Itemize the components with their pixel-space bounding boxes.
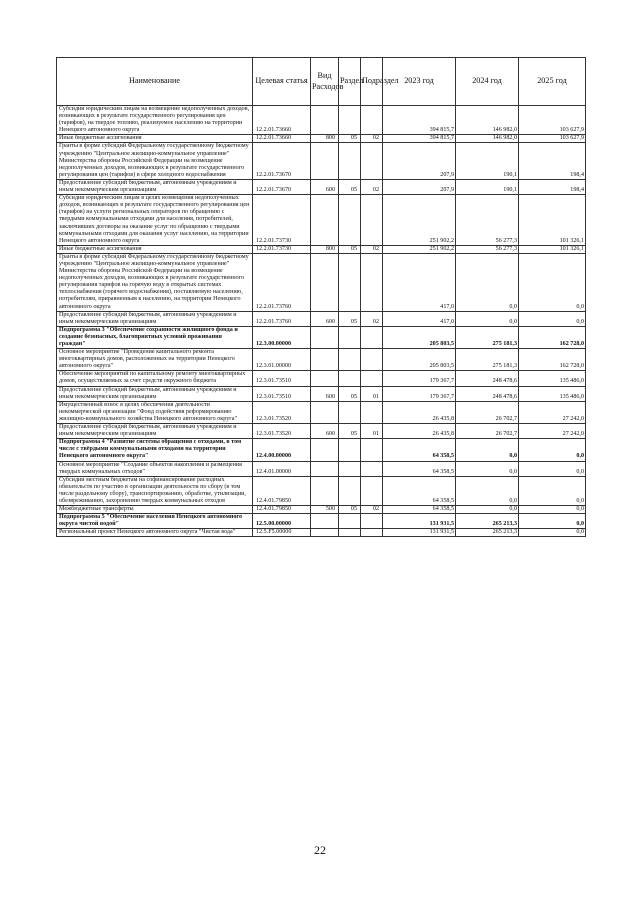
header-target: Целевая статья	[253, 58, 311, 106]
row-target-code: 12.4.01.79850	[253, 476, 311, 505]
table-row	[57, 349, 586, 371]
row-amount-2025: 162 728,0	[519, 326, 586, 348]
row-name: Предоставление субсидий бюджетным, автономным учреждениям и иным некоммерческим организациям	[57, 311, 253, 326]
row-subsection	[361, 529, 383, 537]
row-section: 05	[339, 245, 361, 253]
row-amount-2024: 248 478,6	[456, 371, 519, 386]
row-name: Гранты в форме субсидий Федеральному государственному бюджетному учреждению "Центральное жилищно-коммунальное управление" Министерства обороны Российской Федерации на возмещение недополученных доходов, возникающих в результате государственного регулирования тарифов на горячую воду в открытых системах теплоснабжения (горячего водоснабжения), поставляемую населению, потребителям, приравненным к населению, на территории Ненецкого автономного округа	[57, 253, 253, 311]
row-target-code: 12.3.01.73510	[253, 386, 311, 401]
row-expense-type	[311, 529, 339, 537]
row-name: Межбюджетные трансферты	[57, 506, 253, 514]
row-target-code: 12.3.01.00000	[253, 349, 311, 371]
page-number: 22	[314, 843, 326, 857]
row-amount-2025: 198,4	[519, 143, 586, 179]
row-name: Основное мероприятие "Проведение капитального ремонта многоквартирных домов, расположенных на территории Ненецкого автономного округа"	[57, 349, 253, 371]
row-section	[339, 439, 361, 461]
row-target-code: 12.5.F5.00000	[253, 529, 311, 537]
row-section: 05	[339, 506, 361, 514]
row-subsection: 02	[361, 179, 383, 194]
row-target-code: 12.2.01.73670	[253, 143, 311, 179]
row-name: Иные бюджетные ассигнования	[57, 245, 253, 253]
row-amount-2025: 101 326,1	[519, 195, 586, 246]
row-name: Обеспечение мероприятий по капитальному ремонту многоквартирных домов, осуществляемых за счет средств окружного бюджета	[57, 371, 253, 386]
row-amount-2023: 26 435,8	[383, 424, 456, 439]
row-section	[339, 371, 361, 386]
row-amount-2025: 0,0	[519, 311, 586, 326]
row-amount-2023: 26 435,8	[383, 401, 456, 423]
row-expense-type	[311, 461, 339, 476]
row-amount-2024: 248 478,6	[456, 386, 519, 401]
table-row	[57, 506, 586, 514]
row-section	[339, 476, 361, 505]
row-target-code: 12.3.01.73520	[253, 401, 311, 423]
row-subsection	[361, 476, 383, 505]
table-row	[57, 514, 586, 529]
row-amount-2023: 205 803,5	[383, 349, 456, 371]
row-expense-type: 600	[311, 179, 339, 194]
row-target-code: 12.2.01.73670	[253, 179, 311, 194]
row-expense-type: 600	[311, 424, 339, 439]
row-amount-2025: 135 486,0	[519, 371, 586, 386]
row-amount-2024: 0,0	[456, 506, 519, 514]
row-subsection	[361, 371, 383, 386]
row-amount-2025: 135 486,0	[519, 386, 586, 401]
row-target-code: 12.2.01.73760	[253, 311, 311, 326]
row-section: 05	[339, 424, 361, 439]
row-subsection	[361, 461, 383, 476]
row-expense-type	[311, 143, 339, 179]
row-subsection: 02	[361, 245, 383, 253]
row-amount-2023: 417,0	[383, 311, 456, 326]
row-amount-2025: 27 242,0	[519, 401, 586, 423]
table-row	[57, 326, 586, 348]
row-amount-2023: 64 358,5	[383, 461, 456, 476]
row-amount-2023: 251 902,2	[383, 245, 456, 253]
row-amount-2023: 179 367,7	[383, 386, 456, 401]
row-expense-type	[311, 106, 339, 135]
row-target-code: 12.2.01.73760	[253, 253, 311, 311]
row-section	[339, 349, 361, 371]
row-amount-2023: 64 358,5	[383, 476, 456, 505]
row-amount-2025: 27 242,0	[519, 424, 586, 439]
row-amount-2024: 275 181,3	[456, 349, 519, 371]
table-header-row	[57, 58, 586, 106]
table-row	[57, 371, 586, 386]
row-amount-2023: 251 902,2	[383, 195, 456, 246]
row-amount-2025: 0,0	[519, 461, 586, 476]
row-target-code: 12.2.01.73730	[253, 195, 311, 246]
row-amount-2023: 131 931,5	[383, 514, 456, 529]
row-target-code: 12.4.00.00000	[253, 439, 311, 461]
row-target-code: 12.2.01.73730	[253, 245, 311, 253]
row-target-code: 12.3.00.00000	[253, 326, 311, 348]
row-amount-2024: 0,0	[456, 476, 519, 505]
row-amount-2024: 190,1	[456, 143, 519, 179]
budget-table	[56, 57, 586, 537]
row-expense-type: 600	[311, 386, 339, 401]
row-expense-type: 800	[311, 245, 339, 253]
row-amount-2024: 0,0	[456, 439, 519, 461]
row-amount-2023: 207,9	[383, 179, 456, 194]
row-subsection	[361, 401, 383, 423]
table-row	[57, 195, 586, 246]
row-expense-type	[311, 349, 339, 371]
table-row	[57, 253, 586, 311]
row-section	[339, 326, 361, 348]
row-amount-2025: 0,0	[519, 253, 586, 311]
row-amount-2024: 0,0	[456, 253, 519, 311]
row-subsection: 02	[361, 311, 383, 326]
row-subsection	[361, 326, 383, 348]
table-row	[57, 461, 586, 476]
row-target-code: 12.3.01.73510	[253, 371, 311, 386]
row-section	[339, 401, 361, 423]
row-amount-2023: 205 803,5	[383, 326, 456, 348]
row-amount-2025: 198,4	[519, 179, 586, 194]
row-amount-2024: 0,0	[456, 311, 519, 326]
row-amount-2025: 0,0	[519, 529, 586, 537]
table-row	[57, 529, 586, 537]
header-type: Вид Расходов	[311, 58, 339, 106]
row-amount-2023: 179 367,7	[383, 371, 456, 386]
row-amount-2025: 103 627,9	[519, 135, 586, 143]
row-expense-type	[311, 371, 339, 386]
table-row	[57, 424, 586, 439]
row-target-code: 12.4.01.79850	[253, 506, 311, 514]
row-name: Гранты в форме субсидий Федеральному государственному бюджетному учреждению "Центральное жилищно-коммунальное управление" Министерства обороны Российской Федерации на возмещение недополученных доходов, возникающих в результате государственного регулирования цен (тарифов) в сфере холодного водоснабжения	[57, 143, 253, 179]
row-expense-type	[311, 195, 339, 246]
row-section: 05	[339, 135, 361, 143]
row-amount-2025: 162 728,0	[519, 349, 586, 371]
row-expense-type: 500	[311, 506, 339, 514]
row-expense-type	[311, 401, 339, 423]
table-row	[57, 143, 586, 179]
row-target-code: 12.2.01.73660	[253, 135, 311, 143]
row-amount-2024: 265 213,3	[456, 514, 519, 529]
row-target-code: 12.2.01.73660	[253, 106, 311, 135]
row-name: Имущественный взнос в целях обеспечения деятельности некоммерческой организации "Фонд содействия реформированию жилищно-коммунального хозяйства Ненецкого автономного округа"	[57, 401, 253, 423]
row-amount-2024: 275 181,3	[456, 326, 519, 348]
table-row	[57, 106, 586, 135]
row-name: Предоставление субсидий бюджетным, автономным учреждениям и иным некоммерческим организациям	[57, 386, 253, 401]
row-expense-type	[311, 326, 339, 348]
row-section: 05	[339, 179, 361, 194]
header-section: Раздел	[339, 58, 361, 106]
row-section	[339, 529, 361, 537]
header-2025: 2025 год	[519, 58, 586, 106]
table-row	[57, 179, 586, 194]
row-name: Субсидии юридическим лицам в целях возмещения недополученных доходов, возникающих в результате государственного регулирования цен (тарифов) на услуги региональных операторов по обращению с твердыми коммунальными отходами для населения, потребителей, заключивших договоры на оказание услуг по обращению с твердыми коммунальными отходами для оказания услуг населению, на территории Ненецкого автономного округа	[57, 195, 253, 246]
row-amount-2024: 265 213,3	[456, 529, 519, 537]
row-amount-2024: 56 277,3	[456, 245, 519, 253]
row-amount-2023: 64 358,5	[383, 439, 456, 461]
row-expense-type	[311, 439, 339, 461]
row-amount-2024: 56 277,3	[456, 195, 519, 246]
row-subsection	[361, 195, 383, 246]
row-amount-2023: 394 815,7	[383, 106, 456, 135]
row-section	[339, 106, 361, 135]
row-section	[339, 514, 361, 529]
row-amount-2025: 0,0	[519, 439, 586, 461]
table-row	[57, 386, 586, 401]
row-name: Региональный проект Ненецкого автономного округа "Чистая вода"	[57, 529, 253, 537]
table-row	[57, 401, 586, 423]
row-amount-2025: 0,0	[519, 514, 586, 529]
row-section	[339, 143, 361, 179]
row-subsection	[361, 514, 383, 529]
row-subsection: 02	[361, 135, 383, 143]
row-section	[339, 195, 361, 246]
table-row	[57, 245, 586, 253]
row-section: 05	[339, 311, 361, 326]
row-expense-type: 600	[311, 311, 339, 326]
row-amount-2025: 103 627,9	[519, 106, 586, 135]
row-subsection	[361, 439, 383, 461]
row-amount-2024: 146 982,0	[456, 135, 519, 143]
row-name: Подпрограмма 4 "Развитие системы обращения с отходами, в том числе с твёрдыми коммунальными отходами на территории Ненецкого автономного округа"	[57, 439, 253, 461]
table-row	[57, 439, 586, 461]
row-amount-2024: 190,1	[456, 179, 519, 194]
row-subsection	[361, 349, 383, 371]
row-target-code: 12.5.00.00000	[253, 514, 311, 529]
row-subsection	[361, 143, 383, 179]
row-name: Основное мероприятие "Создание объектов накопления и размещения твердых коммунальных отходов"	[57, 461, 253, 476]
row-expense-type: 800	[311, 135, 339, 143]
table-row	[57, 311, 586, 326]
row-amount-2024: 146 982,0	[456, 106, 519, 135]
row-amount-2023: 131 931,5	[383, 529, 456, 537]
budget-table-container	[56, 57, 585, 537]
row-amount-2024: 0,0	[456, 461, 519, 476]
row-amount-2023: 417,0	[383, 253, 456, 311]
row-target-code: 12.3.01.73520	[253, 424, 311, 439]
row-amount-2025: 0,0	[519, 506, 586, 514]
row-name: Субсидии юридическим лицам на возмещение недополученных доходов, возникающих в результате государственного регулирования цен (тарифов), на твердое топливо, реализуемое населению на территории Ненецкого автономного округа	[57, 106, 253, 135]
row-subsection	[361, 253, 383, 311]
row-section	[339, 461, 361, 476]
row-subsection: 01	[361, 424, 383, 439]
table-row	[57, 476, 586, 505]
row-amount-2024: 26 702,7	[456, 401, 519, 423]
row-amount-2023: 207,9	[383, 143, 456, 179]
row-section	[339, 253, 361, 311]
row-amount-2025: 0,0	[519, 476, 586, 505]
row-section: 05	[339, 386, 361, 401]
row-name: Подпрограмма 5 "Обеспечение населения Ненецкого автономного округа чистой водой"	[57, 514, 253, 529]
row-name: Предоставление субсидий бюджетным, автономным учреждениям и иным некоммерческим организациям	[57, 424, 253, 439]
header-2024: 2024 год	[456, 58, 519, 106]
header-name: Наименование	[57, 58, 253, 106]
table-row	[57, 135, 586, 143]
row-subsection: 02	[361, 506, 383, 514]
row-expense-type	[311, 253, 339, 311]
row-target-code: 12.4.01.00000	[253, 461, 311, 476]
row-expense-type	[311, 514, 339, 529]
row-subsection: 01	[361, 386, 383, 401]
table-body	[57, 106, 586, 537]
row-expense-type	[311, 476, 339, 505]
row-name: Иные бюджетные ассигнования	[57, 135, 253, 143]
row-amount-2023: 64 358,5	[383, 506, 456, 514]
row-subsection	[361, 106, 383, 135]
header-2023: 2023 год	[383, 58, 456, 106]
header-subsection: Подраздел	[361, 58, 383, 106]
row-name: Субсидии местным бюджетам на софинансирование расходных обязательств по участию в организации деятельности по сбору (в том числе раздельному сбору), транспортированию, обработке, утилизации, обезвреживанию, захоронению твердых коммунальных отходов	[57, 476, 253, 505]
row-name: Предоставление субсидий бюджетным, автономным учреждениям и иным некоммерческим организациям	[57, 179, 253, 194]
row-amount-2025: 101 326,1	[519, 245, 586, 253]
row-name: Подпрограмма 3 "Обеспечение сохранности жилищного фонда и создание безопасных, благоприятных условий проживания граждан"	[57, 326, 253, 348]
row-amount-2024: 26 702,7	[456, 424, 519, 439]
row-amount-2023: 394 815,7	[383, 135, 456, 143]
